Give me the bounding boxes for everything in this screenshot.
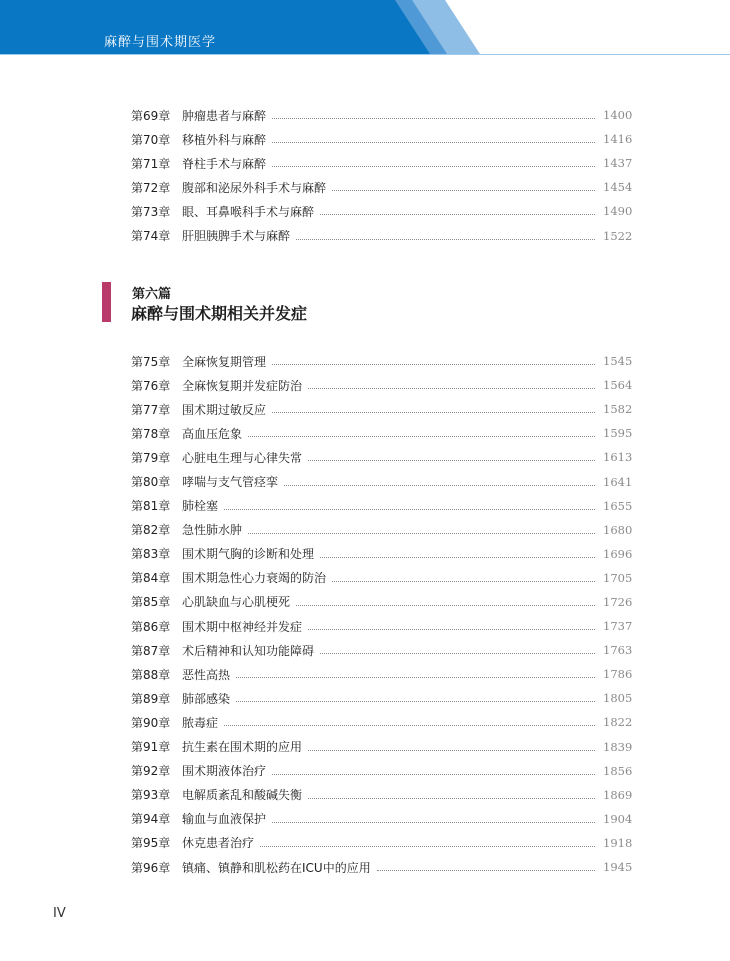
running-header-title: 麻醉与围术期医学 [104,35,217,50]
toc-dot-leader [320,213,595,215]
toc-entry[interactable] [131,445,631,469]
toc-chapter-title: 围术期急性心力衰竭的防治 [182,571,327,586]
toc-chapter-number: 第80章 [131,475,171,490]
toc-dot-leader [224,508,595,510]
toc-chapter-title: 围术期中枢神经并发症 [182,619,303,634]
toc-page-number: 1522 [603,228,633,243]
toc-chapter-title: 肺部感染 [182,691,231,706]
toc-page-number: 1839 [603,739,633,754]
toc-dot-leader [284,484,595,486]
toc-dot-leader [248,532,595,534]
toc-chapter-number: 第83章 [131,547,171,562]
toc-entry[interactable] [131,807,631,831]
toc-dot-leader [296,238,595,240]
toc-chapter-title: 围术期气胸的诊断和处理 [182,547,315,562]
toc-entry[interactable] [131,223,631,247]
toc-dot-leader [236,700,595,702]
toc-chapter-title: 镇痛、镇静和肌松药在ICU中的应用 [182,860,371,875]
toc-chapter-number: 第87章 [131,643,171,658]
toc-chapter-number: 第88章 [131,667,171,682]
toc-entry[interactable] [131,855,631,879]
toc-chapter-title: 脊柱手术与麻醉 [182,156,267,171]
toc-entry[interactable] [131,397,631,421]
toc-chapter-number: 第73章 [131,204,171,219]
toc-chapter-number: 第75章 [131,354,171,369]
toc-dot-leader [332,189,595,191]
toc-page-number: 1763 [603,643,633,658]
toc-dot-leader [308,797,595,799]
toc-entry[interactable] [131,759,631,783]
toc-page-number: 1904 [603,811,633,826]
toc-page-number: 1545 [603,354,633,369]
toc-chapter-number: 第85章 [131,595,171,610]
toc-chapter-number: 第86章 [131,619,171,634]
toc-page-number: 1786 [603,667,633,682]
toc-entry[interactable] [131,151,631,175]
toc-dot-leader [308,749,595,751]
toc-page-number: 1454 [603,180,633,195]
toc-entry[interactable] [131,494,631,518]
toc-chapter-title: 心脏电生理与心律失常 [182,450,303,465]
toc-dot-leader [248,435,595,437]
toc-page-number: 1856 [603,763,633,778]
toc-chapter-number: 第72章 [131,180,171,195]
toc-entry[interactable] [131,542,631,566]
toc-dot-leader [332,580,595,582]
toc-chapter-number: 第76章 [131,378,171,393]
toc-chapter-title: 全麻恢复期管理 [182,354,267,369]
toc-entry[interactable] [131,614,631,638]
toc-page-number: 1595 [603,426,633,441]
toc-entry[interactable] [131,566,631,590]
section-accent-bar [102,282,111,322]
toc-chapter-title: 围术期液体治疗 [182,764,267,779]
toc-dot-leader [320,652,595,654]
toc-chapter-title: 全麻恢复期并发症防治 [182,378,303,393]
toc-page-number: 1696 [603,546,633,561]
toc-page-number: 1737 [603,619,633,634]
toc-page-number: 1869 [603,787,633,802]
toc-chapter-title: 移植外科与麻醉 [182,132,267,147]
toc-entry[interactable] [131,349,631,373]
toc-chapter-number: 第96章 [131,860,171,875]
toc-dot-leader [296,604,595,606]
toc-chapter-title: 电解质紊乱和酸碱失衡 [182,788,303,803]
toc-chapter-number: 第74章 [131,229,171,244]
toc-chapter-number: 第84章 [131,571,171,586]
toc-chapter-number: 第89章 [131,691,171,706]
header-rule [0,54,730,55]
toc-chapter-number: 第69章 [131,108,171,123]
toc-entry[interactable] [131,710,631,734]
toc-chapter-number: 第78章 [131,426,171,441]
toc-chapter-title: 哮喘与支气管痉挛 [182,475,279,490]
toc-chapter-title: 心肌缺血与心肌梗死 [182,595,291,610]
toc-entry[interactable] [131,199,631,223]
toc-entry[interactable] [131,735,631,759]
toc-page-number: 1641 [603,474,633,489]
toc-chapter-title: 肿瘤患者与麻醉 [182,108,267,123]
toc-page-number: 1680 [603,522,633,537]
toc-chapter-title: 脓毒症 [182,715,219,730]
toc-dot-leader [272,117,595,119]
toc-page-number: 1400 [603,108,633,123]
toc-page-number: 1726 [603,594,633,609]
toc-chapter-number: 第71章 [131,156,171,171]
toc-entry[interactable] [131,638,631,662]
toc-chapter-title: 输血与血液保护 [182,812,267,827]
toc-dot-leader [272,773,595,775]
toc-page-number: 1490 [603,204,633,219]
toc-chapter-number: 第93章 [131,788,171,803]
toc-page-number: 1705 [603,570,633,585]
toc-dot-leader [272,363,595,365]
toc-dot-leader [308,628,595,630]
toc-chapter-title: 休克患者治疗 [182,836,255,851]
toc-page-number: 1945 [603,860,633,875]
toc-chapter-number: 第82章 [131,523,171,538]
toc-chapter-title: 眼、耳鼻喉科手术与麻醉 [182,204,315,219]
toc-chapter-title: 肝胆胰脾手术与麻醉 [182,229,291,244]
toc-chapter-number: 第81章 [131,499,171,514]
toc-dot-leader [320,556,595,558]
toc-entry[interactable] [131,590,631,614]
toc-page-number: 1564 [603,378,633,393]
toc-dot-leader [308,459,595,461]
toc-chapter-number: 第70章 [131,132,171,147]
toc-page-number: 1822 [603,715,633,730]
toc-entry[interactable] [131,783,631,807]
toc-chapter-title: 围术期过敏反应 [182,402,267,417]
toc-entry[interactable] [131,469,631,493]
toc-dot-leader [377,869,595,871]
toc-dot-leader [224,724,595,726]
toc-dot-leader [308,387,595,389]
toc-entry[interactable] [131,175,631,199]
toc-entry[interactable] [131,686,631,710]
toc-entry[interactable] [131,662,631,686]
toc-page-number: 1613 [603,450,633,465]
toc-chapter-number: 第77章 [131,402,171,417]
toc-dot-leader [236,676,595,678]
toc-chapter-title: 恶性高热 [182,667,231,682]
toc-entry[interactable] [131,103,631,127]
toc-dot-leader [260,845,595,847]
toc-entry[interactable] [131,373,631,397]
toc-chapter-number: 第90章 [131,715,171,730]
toc-page-number: 1437 [603,156,633,171]
toc-dot-leader [272,141,595,143]
toc-chapter-number: 第79章 [131,450,171,465]
toc-page-number: 1416 [603,132,633,147]
toc-list-part-a [131,103,631,248]
toc-chapter-number: 第94章 [131,812,171,827]
section-title: 麻醉与围术期相关并发症 [131,304,308,323]
toc-entry[interactable] [131,518,631,542]
toc-chapter-title: 肺栓塞 [182,499,219,514]
section-label: 第六篇 [132,287,172,302]
toc-entry[interactable] [131,831,631,855]
toc-chapter-title: 急性肺水肿 [182,523,243,538]
toc-chapter-number: 第91章 [131,740,171,755]
footer-page-number: IV [53,906,66,921]
toc-page-number: 1655 [603,498,633,513]
toc-chapter-title: 腹部和泌尿外科手术与麻醉 [182,180,327,195]
toc-dot-leader [272,165,595,167]
toc-chapter-title: 抗生素在围术期的应用 [182,740,303,755]
toc-chapter-number: 第95章 [131,836,171,851]
header-stripe-light [445,0,730,54]
toc-chapter-title: 高血压危象 [182,426,243,441]
toc-list-part-b [131,349,631,879]
toc-entry[interactable] [131,421,631,445]
toc-dot-leader [272,821,595,823]
toc-chapter-number: 第92章 [131,764,171,779]
toc-dot-leader [272,411,595,413]
toc-page-number: 1918 [603,835,633,850]
toc-page-number: 1805 [603,691,633,706]
toc-entry[interactable] [131,127,631,151]
toc-chapter-title: 术后精神和认知功能障碍 [182,643,315,658]
toc-page-number: 1582 [603,402,633,417]
